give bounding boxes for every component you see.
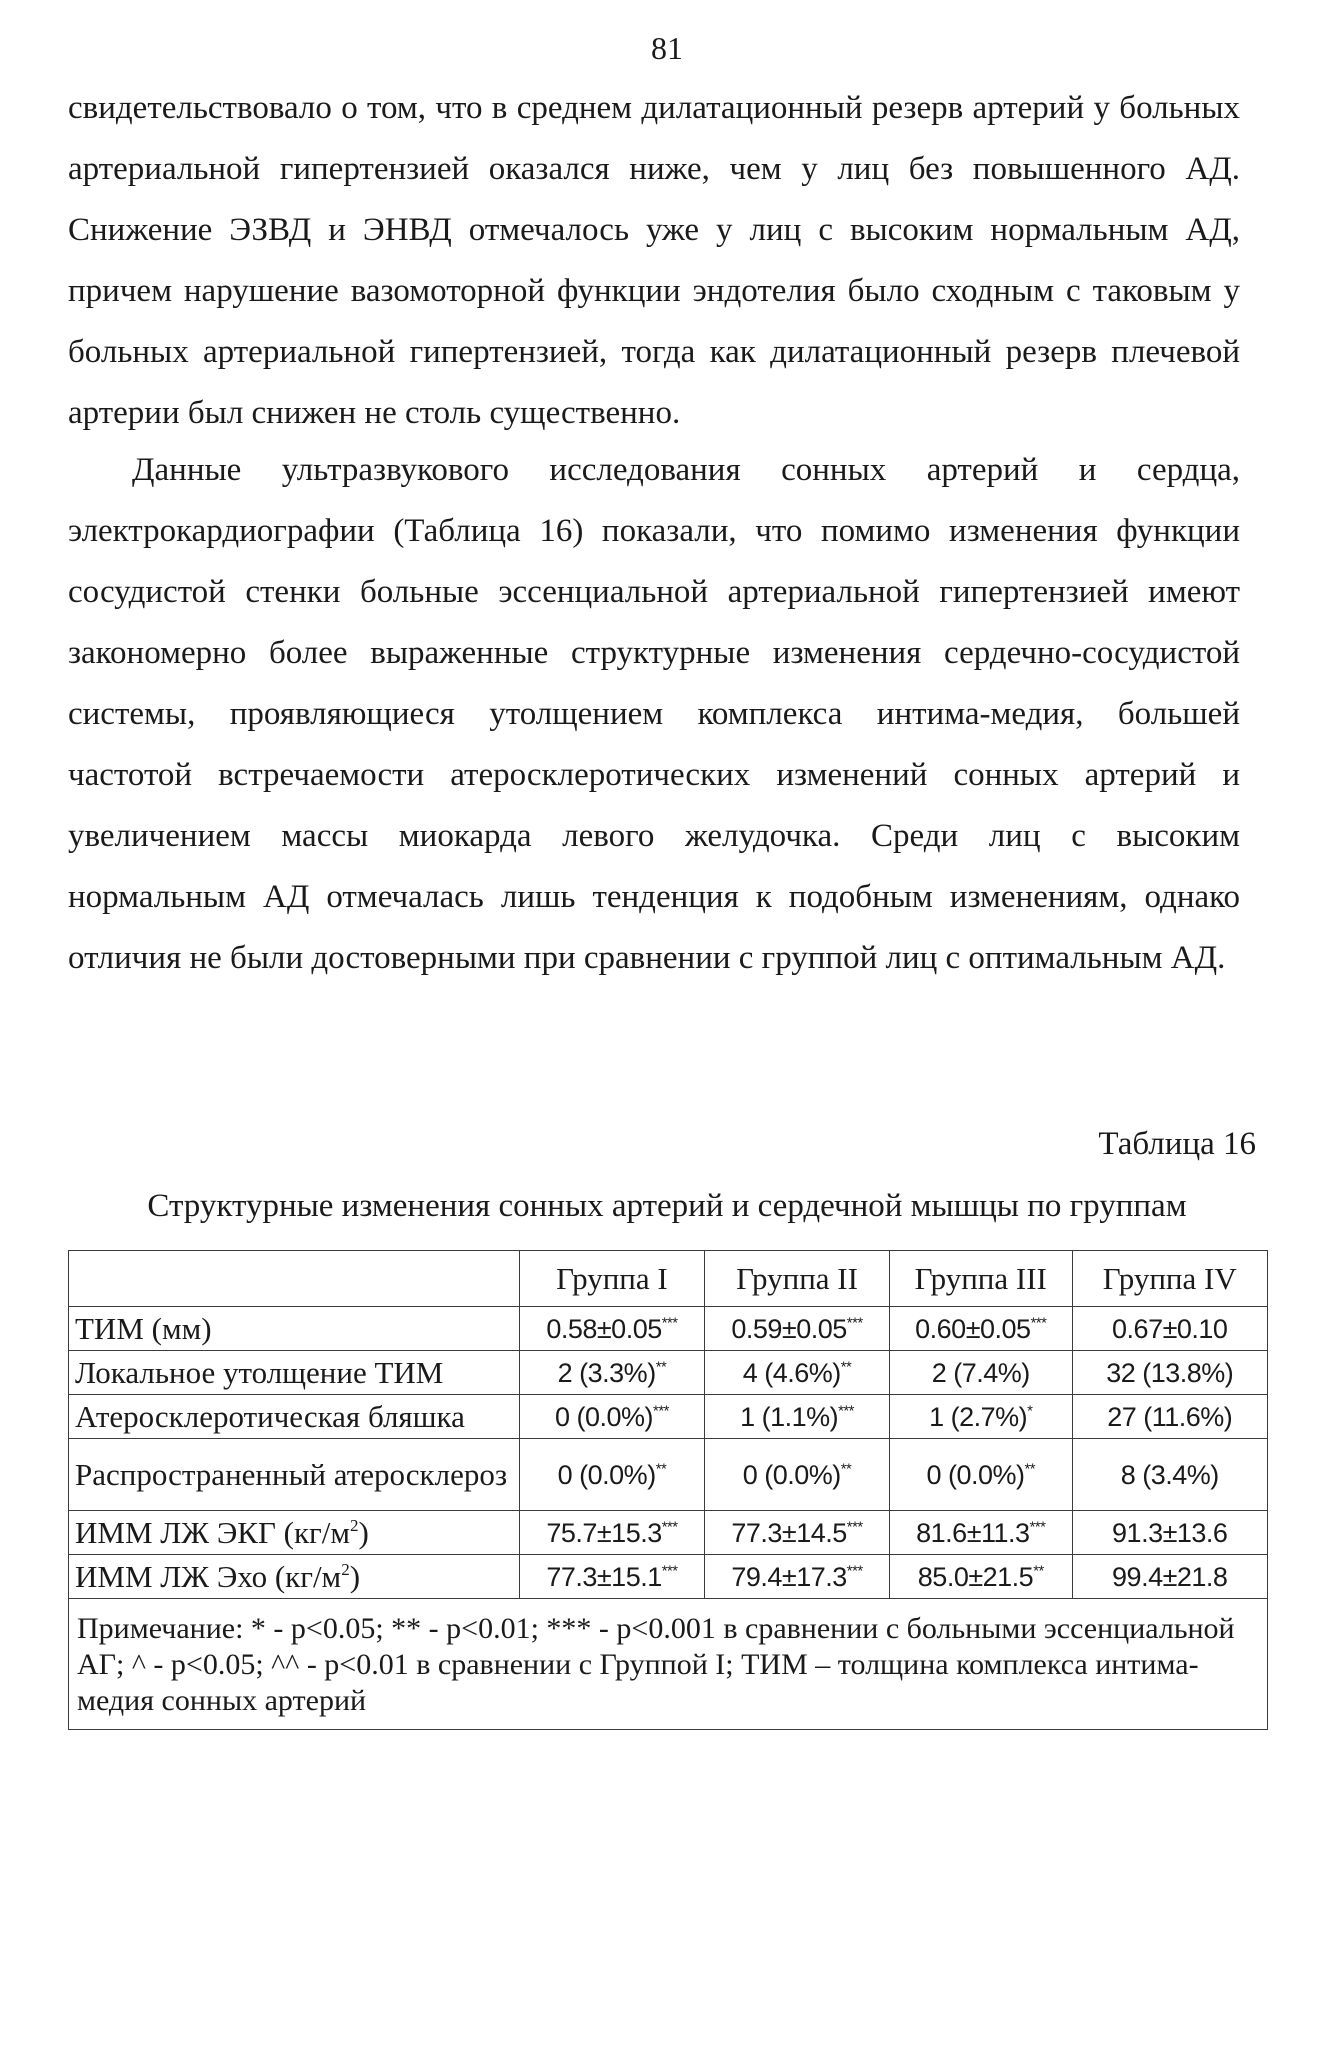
- table-cell-group-3: [890, 1307, 1072, 1351]
- table-cell-group-3: [890, 1555, 1072, 1599]
- header-cell-group-1: Группа I: [519, 1251, 704, 1307]
- table-cell-group-1: [519, 1555, 704, 1599]
- table-cell-group-2: [704, 1395, 889, 1439]
- cell-value: 8 (3.4%): [1120, 1459, 1219, 1490]
- table-cell-group-4: [1072, 1395, 1268, 1439]
- cell-value: 1 (2.7%): [929, 1401, 1028, 1432]
- table-cell-group-4: [1072, 1555, 1268, 1599]
- table-cell-group-3: [890, 1395, 1072, 1439]
- row-label: [69, 1351, 520, 1395]
- table-row: [69, 1555, 1268, 1599]
- header-cell-group-3: Группа III: [890, 1251, 1072, 1307]
- table-cell-group-2: [704, 1555, 889, 1599]
- table-cell-group-4: [1072, 1439, 1268, 1511]
- row-label-superscript: 2: [341, 1559, 350, 1579]
- row-label: [69, 1555, 520, 1599]
- cell-value: 99.4±21.8: [1112, 1561, 1228, 1592]
- cell-value: 0.59±0.05: [731, 1313, 847, 1344]
- cell-value: 0 (0.0%): [926, 1459, 1025, 1490]
- table-cell-group-3: [890, 1511, 1072, 1555]
- cell-value: 79.4±17.3: [731, 1561, 847, 1592]
- data-table: [68, 1250, 1268, 1730]
- table-cell-group-2: [704, 1511, 889, 1555]
- cell-value: 0 (0.0%): [742, 1459, 841, 1490]
- cell-value: 77.3±15.1: [546, 1561, 662, 1592]
- significance-marker: **: [655, 1359, 667, 1376]
- significance-marker: ***: [661, 1519, 678, 1536]
- significance-marker: **: [840, 1461, 852, 1478]
- significance-marker: ***: [1029, 1519, 1046, 1536]
- significance-marker: ***: [661, 1315, 678, 1332]
- row-label-text: Атеросклеротическая бляшка: [75, 1398, 465, 1434]
- table-note-row: [69, 1599, 1268, 1730]
- cell-value: 1 (1.1%): [740, 1401, 839, 1432]
- table-row: [69, 1351, 1268, 1395]
- row-label: [69, 1395, 520, 1439]
- row-label-text: Распространенный атеросклероз: [75, 1456, 508, 1492]
- significance-marker: **: [1024, 1461, 1036, 1478]
- page-number: 81: [651, 30, 683, 66]
- row-label-end: ): [349, 1558, 361, 1594]
- table-cell-group-2: [704, 1439, 889, 1511]
- header-cell-group-4: Группа IV: [1072, 1251, 1268, 1307]
- cell-value: 2 (3.3%): [557, 1357, 656, 1388]
- significance-marker: **: [655, 1461, 667, 1478]
- table-caption-number: Таблица 16: [1098, 1126, 1256, 1162]
- significance-marker: *: [1027, 1403, 1033, 1420]
- cell-value: 77.3±14.5: [731, 1517, 847, 1548]
- significance-marker: ***: [661, 1563, 678, 1580]
- row-label-superscript: 2: [349, 1515, 359, 1535]
- cell-value: 91.3±13.6: [1112, 1517, 1228, 1548]
- table-cell-group-1: [519, 1511, 704, 1555]
- table-cell-group-1: [519, 1351, 704, 1395]
- row-label-text: ИММ ЛЖ Эхо (кг/м: [75, 1558, 342, 1594]
- table-note: Примечание: * - p<0.05; ** - p<0.01; *** - p<0.001 в сравнении с больными эссенциальной АГ; ^ - p<0.05; ^^ - p<0.01 в сравнении с Группой I; ТИМ – толщина комплекса интима-медия сонных артерий: [69, 1599, 1268, 1730]
- significance-marker: ***: [846, 1563, 863, 1580]
- cell-value: 85.0±21.5: [917, 1561, 1034, 1592]
- header-cell-empty: [69, 1251, 520, 1307]
- table-row: [69, 1511, 1268, 1555]
- table-cell-group-1: [519, 1439, 704, 1511]
- table-header-row: [69, 1251, 1268, 1307]
- row-label-text: ИММ ЛЖ ЭКГ (кг/м: [75, 1514, 350, 1550]
- significance-marker: **: [1033, 1563, 1044, 1580]
- row-label: [69, 1511, 520, 1555]
- cell-value: 27 (11.6%): [1107, 1401, 1233, 1432]
- table-cell-group-4: [1072, 1511, 1268, 1555]
- paragraph-2: Данные ультразвукового исследования сонных артерий и сердца, электрокардиографии (Таблица 16) показали, что помимо изменения функции сосудистой стенки больные эссенциальной артериальной гипертензией имеют закономерно более выраженные структурные изменения сердечно-сосудистой системы, проявляющиеся утолщением комплекса интима-медия, большей частотой встречаемости атеросклеротических изменений сонных артерий и увеличением массы миокарда левого желудочка. Среди лиц с высоким нормальным АД отмечалась лишь тенденция к подобным изменениям, однако отличия не были достоверными при сравнении с группой лиц с оптимальным АД.: [68, 452, 1240, 976]
- cell-value: 81.6±11.3: [916, 1517, 1030, 1548]
- row-label: [69, 1307, 520, 1351]
- header-cell-group-2: Группа II: [704, 1251, 889, 1307]
- table-cell-group-3: [890, 1439, 1072, 1511]
- cell-value: 75.7±15.3: [546, 1517, 662, 1548]
- significance-marker: ***: [846, 1519, 863, 1536]
- table-cell-group-2: [704, 1307, 889, 1351]
- significance-marker: **: [840, 1359, 852, 1376]
- table-cell-group-2: [704, 1351, 889, 1395]
- significance-marker: ***: [1030, 1315, 1047, 1332]
- cell-value: 32 (13.8%): [1106, 1357, 1234, 1388]
- table-row: [69, 1439, 1268, 1511]
- row-label-text: ТИМ (мм): [75, 1310, 212, 1346]
- cell-value: 0.60±0.05: [915, 1313, 1031, 1344]
- cell-value: 0 (0.0%): [555, 1401, 654, 1432]
- table-cell-group-1: [519, 1307, 704, 1351]
- row-label-text: Локальное утолщение ТИМ: [75, 1354, 444, 1390]
- table-cell-group-1: [519, 1395, 704, 1439]
- significance-marker: ***: [653, 1403, 669, 1420]
- significance-marker: ***: [846, 1315, 863, 1332]
- cell-value: 0.58±0.05: [546, 1313, 662, 1344]
- table-cell-group-4: [1072, 1351, 1268, 1395]
- table-cell-group-3: [890, 1351, 1072, 1395]
- table-title: Структурные изменения сонных артерий и сердечной мышцы по группам: [147, 1188, 1187, 1224]
- cell-value: 0 (0.0%): [557, 1459, 656, 1490]
- significance-marker: ***: [838, 1403, 854, 1420]
- paragraph-1: свидетельствовало о том, что в среднем дилатационный резерв артерий у больных артериальной гипертензией оказался ниже, чем у лиц без повышенного АД. Снижение ЭЗВД и ЭНВД отмечалось уже у лиц с высоким нормальным АД, причем нарушение вазомоторной функции эндотелия было сходным с таковым у больных артериальной гипертензией, тогда как дилатационный резерв плечевой артерии был снижен не столь существенно.: [68, 90, 1240, 431]
- cell-value: 2 (7.4%): [931, 1357, 1030, 1388]
- row-label: [69, 1439, 520, 1511]
- table-row: [69, 1395, 1268, 1439]
- cell-value: 0.67±0.10: [1112, 1313, 1228, 1344]
- row-label-end: ): [358, 1514, 369, 1550]
- table-row: [69, 1307, 1268, 1351]
- cell-value: 4 (4.6%): [742, 1357, 841, 1388]
- table-cell-group-4: [1072, 1307, 1268, 1351]
- table-body: [69, 1307, 1268, 1599]
